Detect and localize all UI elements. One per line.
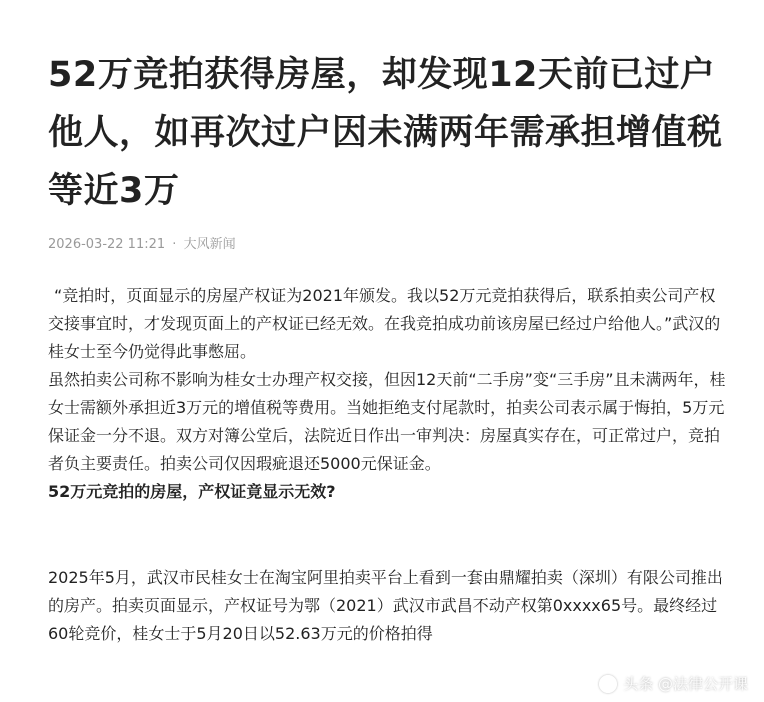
paragraph-summary: 虽然拍卖公司称不影响为桂女士办理产权交接，但因12天前“二手房”变“三手房”且未满两年，桂女士需额外承担近3万元的增值税等费用。当她拒绝支付尾款时，拍卖公司表示属于悔拍，5万元保证金一分不退。双方对簿公堂后，法院近日作出一审判决：房屋真实存在，可正常过户，竞拍者负主要责任。拍卖公司仅因瑕疵退还5000元保证金。 (48, 370, 726, 473)
section-heading: 52万元竞拍的房屋，产权证竟显示无效? (48, 482, 336, 501)
meta-separator: · (172, 237, 177, 252)
article (48, 0, 728, 648)
toutiao-logo-icon (599, 675, 617, 693)
publish-date: 2026-03-22 11:21 (48, 237, 166, 252)
article-body (48, 282, 728, 648)
article-meta (48, 236, 728, 254)
paragraph-quote: “竞拍时，页面显示的房屋产权证为2021年颁发。我以52万元竞拍获得后，联系拍卖公司产权交接事宜时，才发现页面上的产权证已经无效。在我竞拍成功前该房屋已经过户给他人。”武汉的桂女士至今仍觉得此事憋屈。 (48, 286, 721, 361)
watermark-text: 头条 @法律公开课 (623, 675, 748, 693)
article-title: 52万竞拍获得房屋，却发现12天前已过户他人，如再次过户因未满两年需承担增值税等近3万 (48, 55, 723, 211)
paragraph-detail: 2025年5月，武汉市民桂女士在淘宝阿里拍卖平台上看到一套由鼎耀拍卖（深圳）有限公司推出的房产。拍卖页面显示，产权证号为鄂（2021）武汉市武昌不动产权第0xxxx65号。最终经过60轮竞价，桂女士于5月20日以52.63万元的价格拍得 (48, 568, 723, 643)
watermark (599, 673, 748, 694)
article-source: 大风新闻 (183, 237, 236, 252)
